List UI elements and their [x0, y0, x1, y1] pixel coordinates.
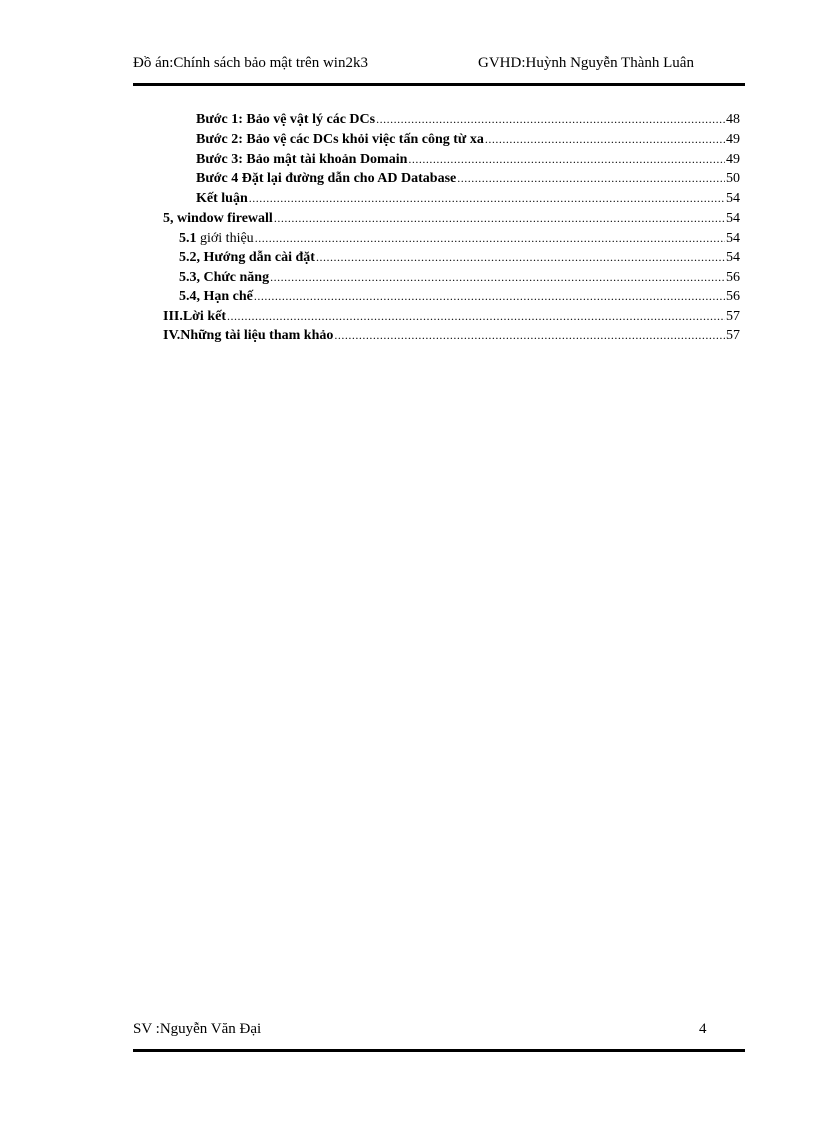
toc-entry-prefix: III.Lời kết [163, 309, 226, 324]
toc-leader-dots [334, 328, 725, 343]
toc-entry-prefix: Kết luận [196, 191, 248, 206]
toc-entry-step-4[interactable] [196, 171, 740, 190]
toc-entry-prefix: Bước 4 [196, 171, 239, 186]
toc-entry-page: 57 [726, 328, 740, 343]
footer-rule [133, 1049, 745, 1052]
toc-leader-dots [408, 152, 725, 167]
toc-entry-page: 54 [726, 211, 740, 226]
toc-entry-prefix: 5.4, Hạn chế [179, 289, 253, 304]
toc-leader-dots [485, 132, 725, 147]
toc-entry-5-3[interactable] [179, 270, 740, 289]
toc-entry-prefix: Bước 2: [196, 132, 243, 147]
header-advisor: GVHD:Huỳnh Nguyễn Thành Luân [478, 55, 694, 71]
toc-entry-page: 49 [726, 152, 740, 167]
toc-entry-5-2[interactable] [179, 250, 740, 269]
toc-entry-title: Bảo vệ các DCs khỏi việc tấn công từ xa [242, 132, 484, 147]
toc-leader-dots [254, 289, 725, 304]
header-rule [133, 83, 745, 86]
toc-entry-5-4[interactable] [179, 289, 740, 308]
toc-entry-page: 50 [726, 171, 740, 186]
toc-entry-title: Bảo mật tài khoản Domain [242, 152, 408, 167]
toc-entry-step-1[interactable] [196, 112, 740, 131]
toc-entry-page: 56 [726, 270, 740, 285]
toc-entry-page: 57 [726, 309, 740, 324]
toc-leader-dots [457, 171, 725, 186]
toc-entry-page: 48 [726, 112, 740, 127]
toc-entry-prefix: IV.Những tài liệu tham khảo [163, 328, 334, 343]
toc-leader-dots [249, 191, 725, 206]
toc-leader-dots [270, 270, 725, 285]
toc-leader-dots [227, 309, 725, 324]
toc-entry-page: 54 [726, 250, 740, 265]
toc-entry-prefix: 5.2, Hướng dẫn cài đặt [179, 250, 315, 265]
header-project-title: Đồ án:Chính sách bảo mật trên win2k3 [133, 55, 368, 71]
toc-entry-section-iv[interactable] [163, 328, 740, 347]
toc-entry-window-firewall[interactable] [163, 211, 740, 230]
toc-entry-title: Đặt lại đường dẫn cho AD Database [238, 171, 457, 186]
footer-student-name: SV :Nguyễn Văn Đại [133, 1021, 262, 1037]
toc-entry-prefix: Bước 3: [196, 152, 243, 167]
toc-entry-prefix: 5, window firewall [163, 211, 273, 226]
toc-entry-title: giới thiệu [196, 231, 254, 246]
toc-leader-dots [255, 231, 725, 246]
toc-entry-prefix: 5.1 [179, 231, 197, 246]
toc-leader-dots [274, 211, 725, 226]
toc-entry-5-1[interactable] [179, 231, 740, 250]
toc-entry-step-3[interactable] [196, 152, 740, 171]
toc-entry-page: 49 [726, 132, 740, 147]
toc-entry-prefix: 5.3, Chức năng [179, 270, 270, 285]
page-header [133, 52, 745, 74]
toc-leader-dots [316, 250, 725, 265]
toc-entry-page: 56 [726, 289, 740, 304]
page-footer [133, 1021, 745, 1043]
toc-entry-page: 54 [726, 191, 740, 206]
toc-entry-step-2[interactable] [196, 132, 740, 151]
toc-leader-dots [376, 112, 725, 127]
toc-entry-section-iii[interactable] [163, 309, 740, 328]
toc-entry-page: 54 [726, 231, 740, 246]
toc-entry-prefix: Bước 1: [196, 112, 243, 127]
footer-page-number: 4 [699, 1021, 707, 1037]
toc-entry-title: Bảo vệ vật lý các DCs [242, 112, 376, 127]
toc-entry-conclusion[interactable] [196, 191, 740, 210]
